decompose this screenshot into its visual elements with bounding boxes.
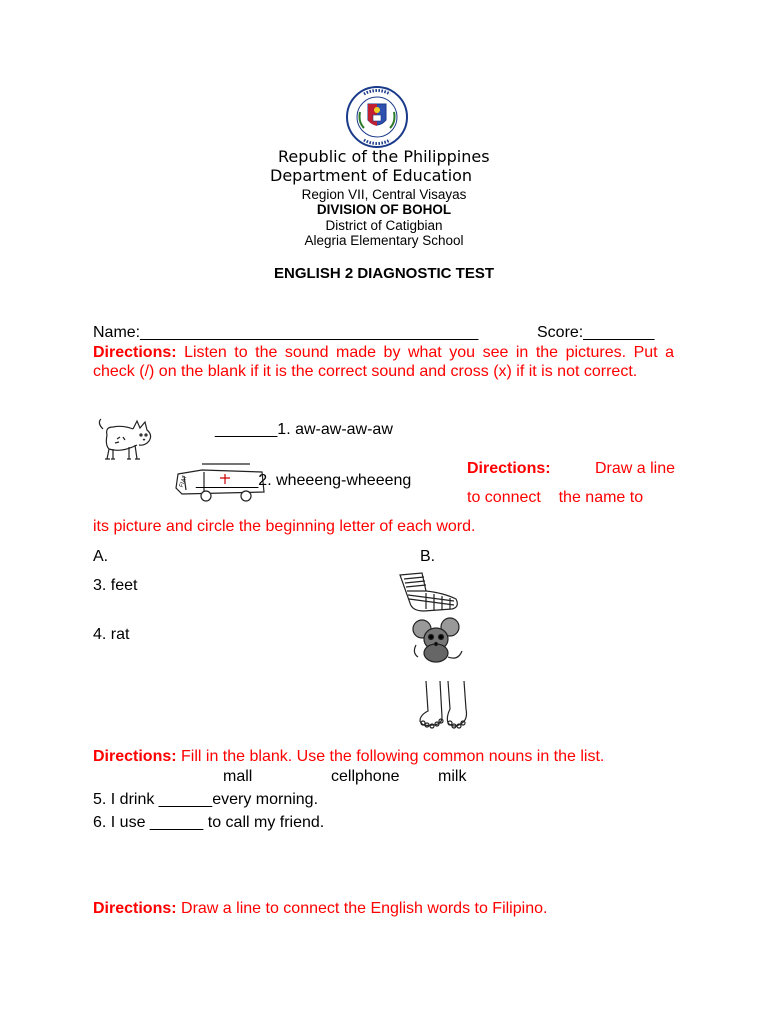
word-bank-mall: mall	[223, 768, 253, 785]
part2-directions-line3: its picture and circle the beginning letter of each word.	[93, 518, 476, 535]
item-2: _______2. wheeeng-wheeeng	[196, 472, 412, 489]
svg-text:FIAT: FIAT	[178, 474, 189, 489]
deped-seal	[346, 86, 408, 148]
test-title: ENGLISH 2 DIAGNOSTIC TEST	[273, 265, 495, 282]
directions-text: Fill in the blank. Use the following common nouns in the list.	[176, 748, 605, 765]
directions-text: Draw a line to connect the English words to Filipino.	[176, 900, 548, 917]
header-department: Department of Education	[270, 166, 473, 185]
directions-label: Directions:	[93, 900, 177, 917]
rat-picture	[410, 617, 466, 665]
directions-label: Directions:	[93, 748, 177, 765]
part1-directions	[93, 343, 674, 381]
header-division: DIVISION OF BOHOL	[316, 202, 452, 217]
item-1: _______1. aw-aw-aw-aw	[215, 421, 393, 438]
column-b-label: B.	[420, 548, 436, 565]
part2-directions-line2: to connect the name to	[467, 489, 644, 506]
feet-picture	[416, 679, 472, 731]
word-bank-milk: milk	[438, 768, 467, 785]
sock-picture	[396, 571, 462, 613]
directions-label: Directions:	[467, 460, 551, 477]
name-field[interactable]: Name:______________________________________	[93, 324, 479, 341]
directions-label: Directions:	[93, 344, 177, 361]
item-3: 3. feet	[93, 577, 138, 594]
part3-directions	[93, 747, 604, 766]
part2-directions-line1	[467, 459, 675, 478]
item-4: 4. rat	[93, 626, 130, 643]
header-district: District of Catigbian	[325, 218, 443, 233]
item-6: 6. I use ______ to call my friend.	[93, 814, 325, 831]
header-school: Alegria Elementary School	[304, 233, 464, 248]
header-region: Region VII, Central Visayas	[301, 187, 467, 202]
directions-text: Listen to the sound made by what you see in the pictures. Put a check (/) on the blank if it is the correct sound and cross (x) if it is not correct.	[93, 344, 674, 380]
column-a-label: A.	[93, 548, 109, 565]
part4-directions	[93, 899, 547, 918]
directions-text: Draw a line	[594, 460, 675, 477]
item-5: 5. I drink ______every morning.	[93, 791, 319, 808]
cat-picture	[93, 417, 157, 463]
header-republic: Republic of the Philippines	[278, 147, 490, 166]
word-bank-cellphone: cellphone	[331, 768, 400, 785]
score-field[interactable]: Score:________	[537, 324, 655, 341]
